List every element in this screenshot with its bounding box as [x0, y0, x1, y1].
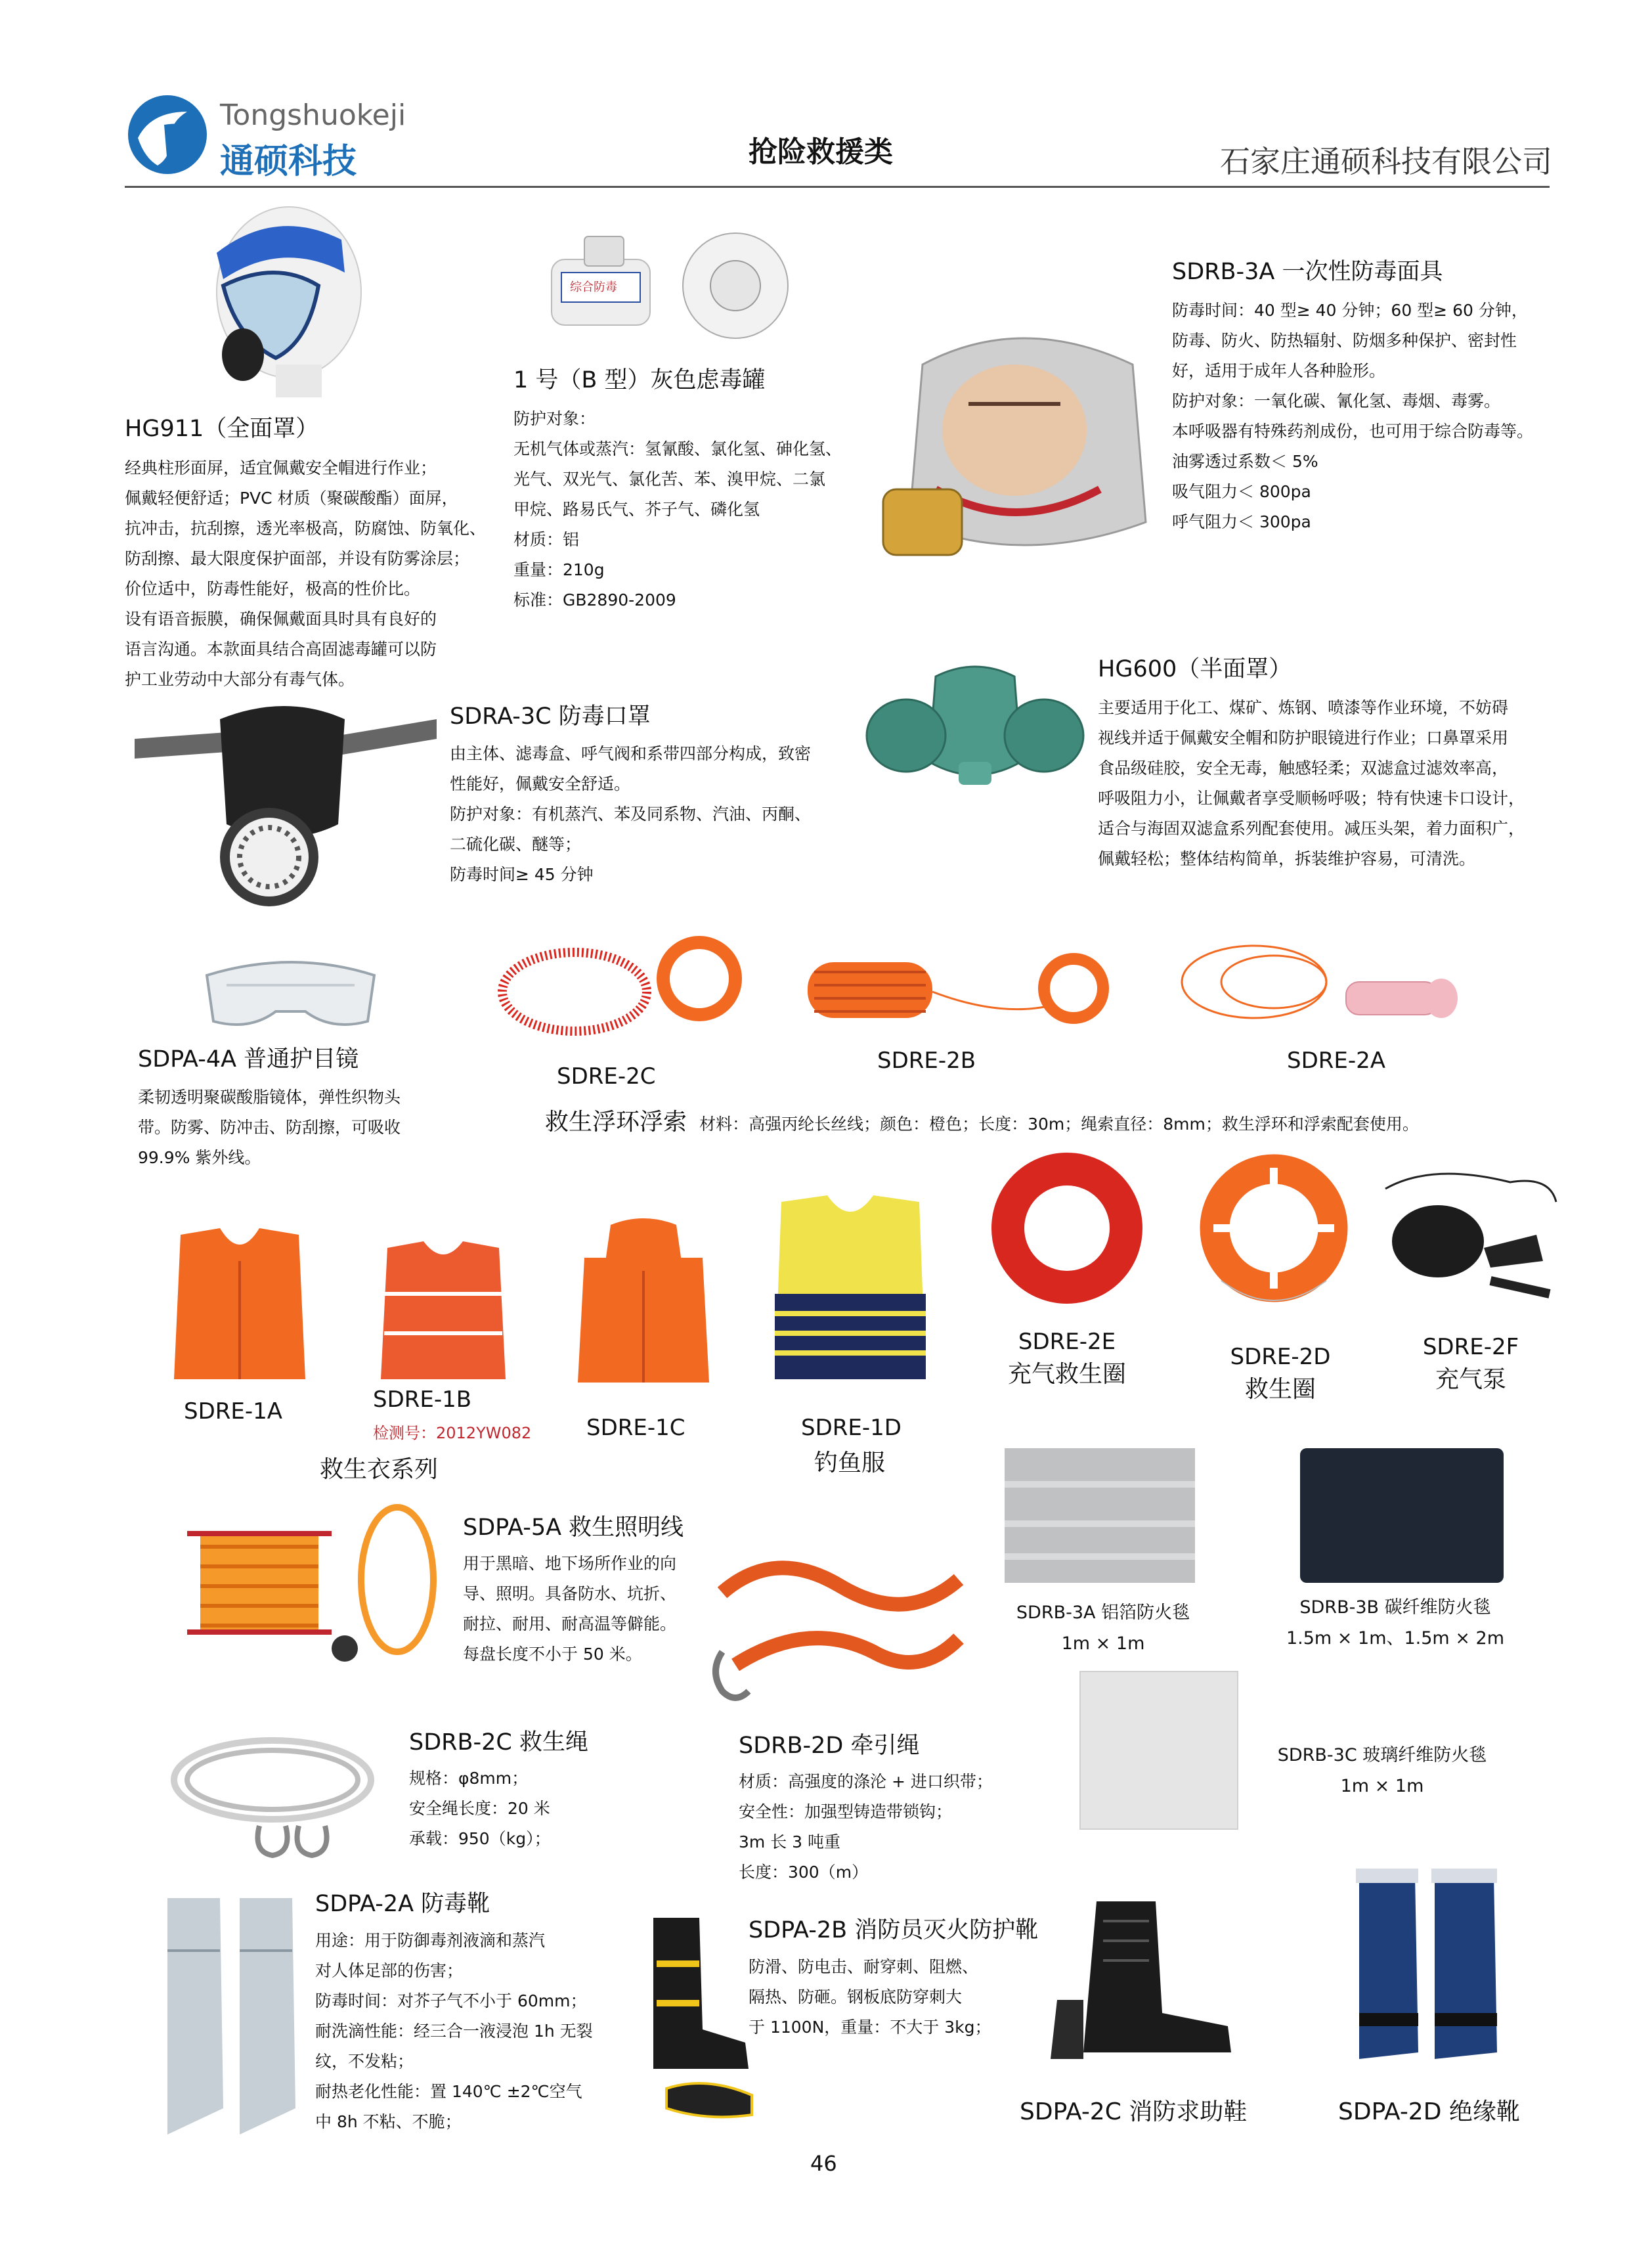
- hg600-title: HG600（半面罩）: [1098, 656, 1292, 682]
- filter-canister-image: [552, 227, 794, 345]
- sdrb3a-blanket-size: 1m × 1m: [1061, 1633, 1145, 1654]
- sdrb3a-blanket-name: SDRB-3A 铝箔防火毯: [1016, 1603, 1190, 1623]
- inflatable-ring-image: [988, 1149, 1146, 1307]
- hg911-line: 防刮擦、最大限度保护面部，并设有防雾涂层；: [125, 549, 470, 568]
- sdpa4a-line: 柔韧透明聚碳酸脂镜体，弹性织物头: [138, 1088, 401, 1107]
- hg911-line: 护工业劳动中大部分有毒气体。: [125, 670, 355, 689]
- sdre1a-label: SDRE-1A: [184, 1398, 283, 1425]
- sdra3c-description: [450, 739, 870, 890]
- air-pump-image: [1379, 1162, 1563, 1307]
- logo-en: Tongshuokeji: [220, 99, 406, 132]
- rescue-shoes-image: [1044, 1895, 1241, 2066]
- sdre1d-label: SDRE-1D: [801, 1415, 902, 1441]
- sdre2d-code: SDRE-2D: [1230, 1344, 1331, 1370]
- hg911-line: 语言沟通。本款面具结合高固滤毒罐可以防: [125, 640, 437, 659]
- rope-and-ring-2c-image: [489, 936, 752, 1054]
- sdrb2d-title: SDRB-2D 牵引绳: [739, 1733, 920, 1759]
- hg600-description: [1098, 693, 1557, 874]
- sdra3c-line: 防护对象：有机蒸汽、苯及同系物、汽油、丙酮、: [450, 805, 812, 824]
- sdra3c-line: 二硫化碳、醚等；: [450, 835, 582, 854]
- sdre1b-test-code: 检测号：2012YW082: [373, 1424, 532, 1442]
- sdpa2b-line: 于 1100N，重量：不大于 3kg；: [749, 2018, 991, 2037]
- sdrb2c-description: [409, 1763, 645, 1854]
- canister-line: 防护对象：: [513, 409, 596, 428]
- sdrb3c-blanket-size: 1m × 1m: [1340, 1776, 1424, 1796]
- sdpa2a-line: 对人体足部的伤害；: [315, 1961, 464, 1980]
- hg600-line: 主要适用于化工、煤矿、炼钢、喷漆等作业环境，不妨碍: [1098, 698, 1509, 717]
- sdre2f-code: SDRE-2F: [1422, 1334, 1519, 1360]
- sdre2c-label: SDRE-2C: [557, 1063, 656, 1090]
- sdrb3a-line: 油雾透过系数＜ 5%: [1172, 452, 1318, 471]
- sdrb3a-line: 本呼吸器有特殊药剂成份，也可用于综合防毒等。: [1172, 422, 1534, 441]
- sdrb2d-line: 安全性：加强型铸造带锁钩；: [739, 1802, 953, 1821]
- sdre2e-name: 充气救生圈: [1007, 1361, 1126, 1388]
- sdre2b-label: SDRE-2B: [877, 1048, 976, 1074]
- sdrb3a-line: 防毒时间：40 型≥ 40 分钟；60 型≥ 60 分钟，: [1172, 301, 1528, 320]
- lighting-line-reel-image: [167, 1494, 443, 1665]
- sdrb3a-mask-title: SDRB-3A 一次性防毒面具: [1172, 259, 1443, 285]
- logo-cn: 通硕科技: [220, 142, 357, 181]
- hg911-title: HG911（全面罩）: [125, 416, 319, 442]
- float-series-title: 救生浮环浮索: [545, 1109, 687, 1136]
- sdre1d-name: 钓鱼服: [814, 1450, 886, 1476]
- sdpa2a-title: SDPA-2A 防毒靴: [315, 1891, 490, 1917]
- sdra3c-line: 性能好，佩戴安全舒适。: [450, 774, 631, 793]
- hg600-line: 食品级硅胶，安全无毒，触感轻柔；双滤盒过滤效率高，: [1098, 759, 1509, 778]
- sdre2a-label: SDRE-2A: [1287, 1048, 1386, 1074]
- canister-line: 无机气体或蒸汽：氢氰酸、氯化氢、砷化氢、: [513, 439, 842, 458]
- sdpa5a-title: SDPA-5A 救生照明线: [463, 1515, 684, 1541]
- canister-line: 光气、双光气、氯化苦、苯、溴甲烷、二氯: [513, 470, 826, 489]
- sdpa2b-line: 防滑、防电击、耐穿刺、阻燃、: [749, 1957, 979, 1976]
- sdra3c-line: 由主体、滤毒盒、呼气阀和系带四部分构成，致密: [450, 744, 812, 763]
- float-series-desc: 材料：高强丙纶长丝线；颜色：橙色；长度：30m；绳索直径：8mm；救生浮环和浮索配套使用。: [699, 1115, 1419, 1134]
- page-number: 46: [810, 2151, 837, 2176]
- hg911-line: 佩戴轻便舒适；PVC 材质（聚碳酸酯）面屏，: [125, 489, 458, 508]
- sdrb3b-blanket-name: SDRB-3B 碳纤维防火毯: [1299, 1597, 1491, 1618]
- sdpa4a-line: 99.9% 紫外线。: [138, 1148, 261, 1167]
- throw-bag-2a-image: [1175, 936, 1464, 1034]
- sdrb3a-line: 防护对象：一氧化碳、氰化氢、毒烟、毒雾。: [1172, 391, 1501, 410]
- sdre1b-label: SDRE-1B: [373, 1386, 472, 1413]
- hg600-line: 视线并适于佩戴安全帽和防护眼镜进行作业；口鼻罩采用: [1098, 728, 1509, 747]
- sdpa2b-line: 隔热、防砸。钢板底防穿刺大: [749, 1987, 963, 2006]
- sdrb3a-line: 呼气阻力＜ 300pa: [1172, 512, 1311, 531]
- sdrb3a-line: 好，适用于成年人各种脸形。: [1172, 361, 1386, 380]
- full-face-mask-image: [177, 200, 381, 397]
- sdpa2a-line: 中 8h 不粘、不脆；: [315, 2112, 462, 2131]
- aluminum-fire-blanket-image: [1001, 1445, 1198, 1586]
- canister-line: 标准：GB2890-2009: [513, 590, 676, 609]
- canister-description: [513, 404, 881, 615]
- sdra3c-title: SDRA-3C 防毒口罩: [450, 703, 651, 730]
- life-vest-1a-image: [167, 1222, 312, 1386]
- canister-label: 综合防毒: [570, 280, 617, 294]
- safety-goggles-image: [200, 949, 381, 1034]
- rope-coil-2b-image: [804, 946, 1113, 1038]
- sdpa2a-line: 纹，不发粘；: [315, 2052, 414, 2071]
- hg911-line: 经典柱形面屏，适宜佩戴安全帽进行作业；: [125, 458, 437, 477]
- page-title: 抢险救援类: [749, 135, 893, 169]
- sdpa5a-line: 用于黑暗、地下场所作业的向: [463, 1554, 677, 1573]
- float-series-caption: [545, 1103, 1419, 1137]
- tow-strap-image: [709, 1540, 972, 1711]
- sdpa4a-title: SDPA-4A 普通护目镜: [138, 1046, 359, 1073]
- sdpa2a-line: 耐热老化性能：置 140℃ ±2℃空气: [315, 2082, 582, 2101]
- sdpa5a-line: 耐拉、耐用、耐高温等僻能。: [463, 1614, 677, 1633]
- header: [0, 0, 1652, 197]
- sdre2f-name: 充气泵: [1435, 1366, 1506, 1393]
- sdpa2a-line: 防毒时间：对芥子气不小于 60mm；: [315, 1991, 587, 2010]
- sdpa2a-line: 用途：用于防御毒剂液滴和蒸汽: [315, 1931, 546, 1950]
- gas-protection-boots-image: [161, 1892, 302, 2148]
- hg600-line: 佩戴轻松；整体结构简单，拆装维护容易，可清洗。: [1098, 849, 1476, 868]
- fishing-vest-1d-image: [755, 1189, 946, 1386]
- hg600-line: 呼吸阻力小，让佩戴者享受顺畅呼吸；特有快速卡口设计，: [1098, 789, 1525, 808]
- company-name: 石家庄通硕科技有限公司: [1220, 144, 1552, 179]
- life-vest-1c-image: [571, 1218, 716, 1389]
- sdrb3a-mask-description: [1172, 296, 1566, 537]
- canister-title: 1 号（B 型）灰色虑毒罐: [513, 367, 766, 393]
- hg911-description: [125, 453, 499, 695]
- lifebuoy-image: [1195, 1149, 1353, 1314]
- sdre1c-label: SDRE-1C: [586, 1415, 685, 1441]
- sdpa5a-line: 每盘长度不小于 50 米。: [463, 1645, 642, 1664]
- rescue-rope-image: [167, 1727, 391, 1859]
- sdre2d-name: 救生圈: [1244, 1376, 1316, 1403]
- hg911-line: 设有语音振膜，确保佩戴面具时具有良好的: [125, 609, 437, 629]
- insulated-boots-image: [1353, 1869, 1504, 2066]
- company-logo-icon: [125, 92, 210, 177]
- sdpa5a-line: 导、照明。具备防水、坑折、: [463, 1584, 677, 1603]
- sdrb2d-line: 长度：300（m）: [739, 1863, 869, 1882]
- hg600-line: 适合与海固双滤盒系列配套使用。减压头架，着力面积广，: [1098, 819, 1525, 838]
- life-vest-1b-image: [374, 1235, 512, 1386]
- sdpa2c-title: SDPA-2C 消防求助鞋: [1020, 2098, 1248, 2125]
- silicone-half-mask-image: [870, 663, 1080, 801]
- sdrb2c-line: 承载：950（kg）；: [409, 1829, 551, 1848]
- canister-line: 材质：铝: [513, 530, 580, 549]
- sdrb3a-line: 吸气阻力＜ 800pa: [1172, 482, 1311, 501]
- half-mask-respirator-image: [128, 699, 443, 910]
- sdrb2d-line: 材质：高强度的涤沦 + 进口织带；: [739, 1772, 993, 1791]
- firefighter-boots-image: [627, 1911, 758, 2128]
- sdre2e-code: SDRE-2E: [1018, 1329, 1116, 1355]
- escape-hood-image: [883, 325, 1159, 562]
- canister-line: 重量：210g: [513, 560, 605, 579]
- glass-fiber-fire-blanket-image: [1077, 1668, 1241, 1832]
- hg911-line: 抗冲击，抗刮擦，透光率极高，防腐蚀、防氧化、: [125, 519, 487, 538]
- sdrb3c-blanket-name: SDRB-3C 玻璃纤维防火毯: [1277, 1745, 1487, 1765]
- sdrb2c-line: 安全绳长度：20 米: [409, 1799, 550, 1818]
- sdpa2d-title: SDPA-2D 绝缘靴: [1338, 2098, 1520, 2125]
- sdrb2d-description: [739, 1767, 1067, 1888]
- canister-line: 甲烷、路易氏气、芥子气、磷化氢: [513, 500, 760, 519]
- sdpa4a-line: 带。防雾、防冲击、防刮擦，可吸收: [138, 1118, 401, 1137]
- carbon-fiber-fire-blanket-image: [1297, 1445, 1507, 1586]
- hg911-line: 价位适中，防毒性能好，极高的性价比。: [125, 579, 421, 598]
- sdra3c-line: 防毒时间≥ 45 分钟: [450, 865, 594, 884]
- sdpa2a-line: 耐洗滴性能：经三合一液浸泡 1h 无裂: [315, 2022, 593, 2041]
- header-divider: [125, 186, 1550, 188]
- sdpa2b-title: SDPA-2B 消防员灭火防护靴: [749, 1917, 1039, 1943]
- sdpa2b-description: [749, 1952, 1037, 2043]
- sdrb2d-line: 3m 长 3 吨重: [739, 1832, 841, 1851]
- sdrb2c-line: 规格：φ8mm；: [409, 1769, 529, 1788]
- sdpa5a-description: [463, 1549, 752, 1670]
- sdrb3a-line: 防毒、防火、防热辐射、防烟多种保护、密封性: [1172, 331, 1517, 350]
- sdrb3b-blanket-size: 1.5m × 1m、1.5m × 2m: [1286, 1628, 1504, 1649]
- sdrb2c-title: SDRB-2C 救生绳: [409, 1729, 588, 1756]
- sdpa4a-description: [138, 1082, 506, 1173]
- life-vest-series-label: 救生衣系列: [320, 1456, 439, 1483]
- sdpa2a-description: [315, 1926, 643, 2137]
